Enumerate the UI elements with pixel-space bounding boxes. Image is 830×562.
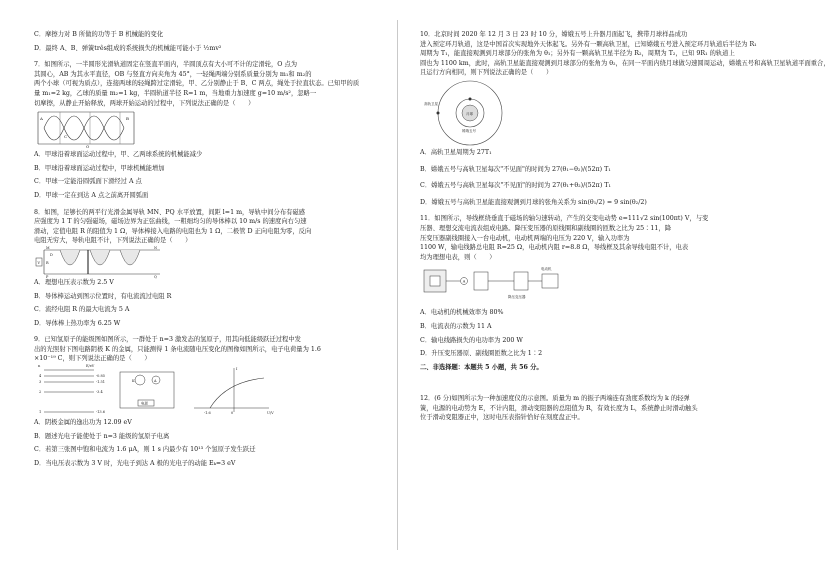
q10-option-c: C．嫦娥五号与高轨卫星每次"不见面"的时间为 27(θ₁+θ₂)/(52π) T₁ xyxy=(420,182,611,190)
q8-option-b: B．导体棒运动到图示位置时，有电流流过电阻 R xyxy=(34,292,172,300)
q8-label-n: N xyxy=(154,245,158,250)
q9-label-i: I xyxy=(236,367,238,372)
q7-label-b: B xyxy=(126,116,129,122)
q11-stem-line: 压器、理想交流电流表组成电路。降压变压器的原线圈和副线圈的匝数之比为 25∶11，降 xyxy=(420,224,672,232)
q8-label-r: R xyxy=(46,260,49,265)
q10-stem-line: 进入预定环月轨道，这是中国首次实现地外天体起飞。另外有一颗高轨卫星，已知嫦娥五号进入预定环月轨道后半径为 R₁ xyxy=(420,40,757,48)
q11-stem-line: 1100 W，输电线路总电阻 R=25 Ω，电动机内阻 r=8.8 Ω，导线框及其余导线电阻不计，电表 xyxy=(420,244,689,252)
q10-diagram xyxy=(420,78,560,148)
q12-stem-line: 簧，电源的电动势为 E，不计内阻，滑动变阻器的总阻值为 R，有效长度为 L，系统静止时滑动触头 xyxy=(420,404,698,412)
q7-option-d: D．甲球一定在到达 A 点之前离开圆弧面 xyxy=(34,191,149,199)
q9-diagram xyxy=(34,364,284,418)
q9-label-e1: -13.6 xyxy=(96,410,105,415)
q8-label-p: P xyxy=(46,274,49,279)
q8-stem-line: 8．如图，足够长的两平行光滑金属导轨 MN、PQ 水平放置，间距 l=1 m，导轨中间分布有磁感 xyxy=(34,208,306,216)
q12-stem-line: 位于滑动变阻器正中，这时电压表指针恰好在刻度盘正中。 xyxy=(420,414,584,422)
q8-figure xyxy=(34,246,379,278)
q9-label-e2: -3.4 xyxy=(96,390,103,395)
q7-stem xyxy=(34,60,379,108)
q10-label-ce5: 嫦娥五号 xyxy=(462,128,476,133)
left-column xyxy=(34,30,379,468)
q11-label-ammeter: A xyxy=(462,279,466,284)
q8-option-a: A．理想电压表示数为 2.5 V xyxy=(34,278,114,286)
q11-option-b: B．电流表的示数为 11 A xyxy=(420,322,492,330)
q10-stem xyxy=(420,30,830,78)
q9-label-e: E/eV xyxy=(86,364,95,369)
q10-option-b: B．嫦娥五号与高轨卫星每次"不见面"的时间为 27(θ₁−θ₂)/(52π) T₁ xyxy=(420,165,611,173)
q10-stem-line: 10．北京时间 2020 年 12 月 3 日 23 时 10 分，嫦娥五号上升器月面起飞，携带月球样品成功 xyxy=(420,31,688,38)
q7-label-a: A xyxy=(40,116,43,122)
section-title: 二、非选择题：本题共 5 小题，共 56 分。 xyxy=(420,363,543,371)
q8-diagram xyxy=(34,246,164,278)
q8-option-c: C．流经电阻 R 的最大电流为 5 A xyxy=(34,306,130,314)
q11-diagram xyxy=(420,262,580,308)
q11-option-d: D．升压变压器原、副线圈匝数之比为 1∶2 xyxy=(420,350,543,358)
q7-stem-line: 量 m₁=2 kg，乙球的质量 m₂=1 kg，半圆轨道半径 R=1 m，当地重力加速度 g=10 m/s²，忽略一 xyxy=(34,89,317,97)
q7-option-c: C．甲球一定能沿圆弧面下滑经过 A 点 xyxy=(34,178,142,186)
q9-label-2: 2 xyxy=(39,390,42,395)
q11-figure xyxy=(420,262,765,308)
q6-option-d: D．最终 A、B、弹簧três组成的系统损失的机械能可能小于 ½mv² xyxy=(34,44,222,52)
q10-stem-line: 圆也为 1100 km，此时，高轨卫星能直接观测到月球部分的张角为 θ₂，在同一平面内绕月球做匀速圆周运动，嫦娥五号和高轨卫星轨道平面重合， xyxy=(420,59,830,67)
q7-label-c: C xyxy=(64,134,68,140)
q8-stem xyxy=(34,208,379,246)
q6-option-c: C．摩擦力对 B 所做的功等于 B 机械能的变化 xyxy=(34,31,164,38)
q10-stem-line: 周期为 T₁，能直接观测到月球部分的张角为 θ₁；另外有一颗高轨卫星半径为 R₂，周期为 T₂，已知 9R₁ 的轨道上 xyxy=(420,50,735,58)
q8-label-m: M xyxy=(46,245,50,250)
q8-label-v: V xyxy=(37,260,41,265)
q10-label-moon: 月球 xyxy=(466,111,473,116)
q9-stem xyxy=(34,335,379,364)
q7-diagram xyxy=(34,108,144,150)
q9-label-a: A xyxy=(154,379,157,384)
q11-stem-line: 11．如图所示，导线框绕垂直于磁场的轴匀速转动，产生的交变电动势 e=111√2 sin(100πt) V，与变 xyxy=(420,215,709,223)
q9-label-power: 电源 xyxy=(141,401,148,406)
q11-option-a: A．电动机的机械效率为 80% xyxy=(420,309,504,317)
q12-stem xyxy=(420,394,765,423)
q9-stem-line: ×10⁻¹⁹ C，则下列说法正确的是（ ） xyxy=(34,355,151,363)
right-column xyxy=(420,30,830,423)
q9-label-1: 1 xyxy=(39,410,42,415)
q7-figure xyxy=(34,108,379,150)
q9-option-c: C．若第三张图中饱和电流为 1.6 μA，则 1 s 内最少有 10¹³ 个氢原子发生跃迁 xyxy=(34,446,256,454)
q7-stem-line: 两个小球（可视为质点），连接两球的轻绳跨过定滑轮，甲、乙分别静止于 B、C 两点，绳处于拉直状态。已知甲的质 xyxy=(34,80,360,88)
q8-stem-line: 滑动，定值电阻 R 的阻值为 1 Ω，导体棒接入电路的电阻也为 1 Ω，二极管 D 正向电阻为零，反向 xyxy=(34,227,312,235)
q11-label-motor: 电动机 xyxy=(541,267,552,272)
q9-label-n: n xyxy=(38,364,41,369)
q7-stem-line: 切摩擦，从静止开始释放，两球开始运动的过程中，下列说法正确的是（ ） xyxy=(34,99,255,107)
q9-label-4: 4 xyxy=(39,374,42,379)
q9-option-b: B．题述光电子能使处于 n=3 能级的氢原子电离 xyxy=(34,432,170,440)
q9-label-k: K xyxy=(132,379,135,384)
q9-figure xyxy=(34,364,379,418)
q8-option-d: D．导体棒上热功率为 6.25 W xyxy=(34,319,121,327)
q9-stem-line: 9．已知氢原子的能级图如图所示，一群处于 n=3 激发态的氢原子，用其向低能级跃迁过程中发 xyxy=(34,336,301,344)
q11-label-stepdown: 降压变压器 xyxy=(508,295,526,300)
q7-stem-line: 7．如图所示，一半圆形光滑轨道固定在竖直平面内，半圆顶点有大小可不计的定滑轮，O 点为 xyxy=(34,61,298,69)
q9-option-a: A．阴极金属的逸出功为 12.09 eV xyxy=(34,419,132,427)
q8-label-d: D xyxy=(50,252,53,257)
q9-option-d: D．当电压表示数为 3 V 时，光电子到达 A 极的光电子的动能 Eₖ=3 eV xyxy=(34,459,236,467)
q11-option-c: C．输电线路损失的电功率为 200 W xyxy=(420,336,523,344)
q8-label-q: Q xyxy=(154,274,157,279)
q11-stem-line: 压变压器副线圈接入一台电动机，电动机两端的电压为 220 V，输入功率为 xyxy=(420,234,630,242)
q9-label-e4: -0.85 xyxy=(96,374,105,379)
q7-stem-line: 其圆心，AB 为其水平直径，OB 与竖直方向夹角为 45°，一轻绳两端分别系质量分别为 m₁和 m₂的 xyxy=(34,70,312,78)
q9-label-e3: -1.51 xyxy=(96,380,105,385)
q10-option-a: A．高轨卫星周期为 27T₁ xyxy=(420,148,492,156)
q7-option-b: B．甲球沿着球面运动过程中，甲球机械能增加 xyxy=(34,164,165,172)
q11-stem-line: 均为理想电表，则（ ） xyxy=(420,253,496,261)
q10-figure xyxy=(420,78,765,148)
q8-stem-line: 电阻无穷大，导轨电阻不计，下列说法正确的是（ ） xyxy=(34,237,192,245)
column-divider xyxy=(397,20,398,550)
q11-stem xyxy=(420,214,765,262)
q10-label-high: 高轨卫星 xyxy=(424,101,438,106)
q10-option-d: D．嫦娥五号与高轨卫星能直接观测到月球的张角关系为 sin(θ₁/2) = 9 sin(θ₂/2) xyxy=(420,198,647,206)
q9-label-u: U/V xyxy=(267,411,274,416)
q7-label-o: O xyxy=(86,144,90,150)
q9-label-3: 3 xyxy=(39,380,42,385)
q9-label-neg16: -1.6 xyxy=(204,411,211,416)
q10-stem-line: 且运行方向相同，则下列说法正确的是（ ） xyxy=(420,69,553,77)
q8-stem-line: 应强度为 1 T 的匀强磁场，磁场边界为正弦曲线，一粗细均匀的导体棒以 10 m/s 的速度向右匀速 xyxy=(34,218,307,226)
q9-label-zero: 0 xyxy=(231,411,234,416)
q9-stem-line: 出的光照射下图电路阴极 K 的金属，只能测得 1 条电流随电压变化的图像如图所示，电子电荷量为 1.6 xyxy=(34,345,321,353)
q12-stem-line: 12．(6 分)如图所示为一种加速度仪的示意图。质量为 m 的振子两端连有劲度系数均为 k 的轻弹 xyxy=(420,395,690,403)
q7-option-a: A．甲球沿着球面运动过程中，甲、乙两球系统的机械能减少 xyxy=(34,151,203,159)
